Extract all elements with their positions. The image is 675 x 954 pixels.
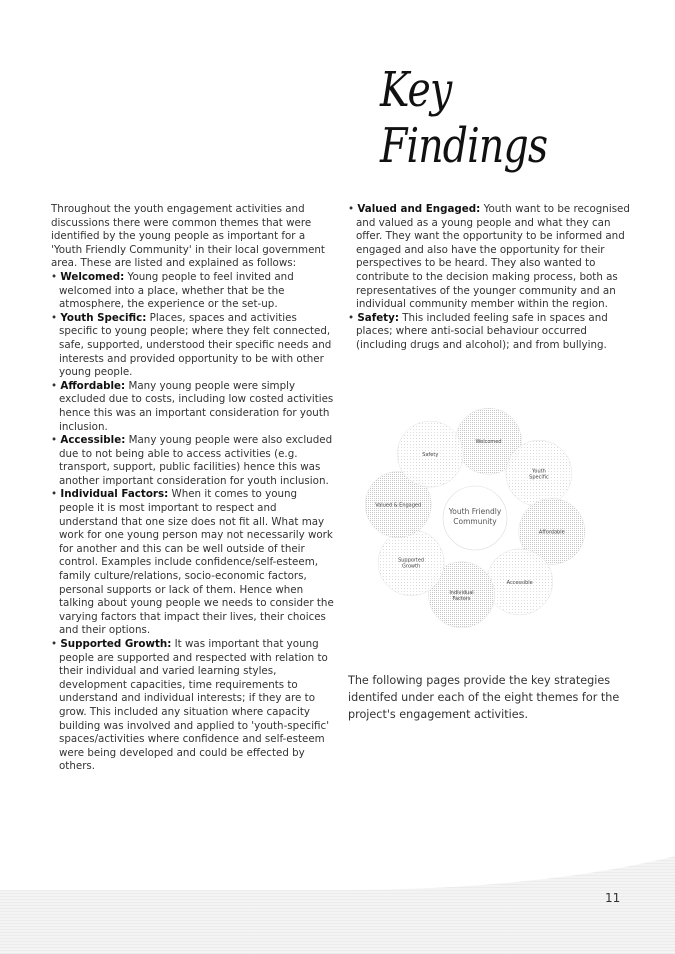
closing-paragraph: The following pages provide the key strategies identifed under each of the eight themes for the project's engagement activities.	[348, 674, 620, 721]
diagram-node-label: Specific	[529, 474, 549, 481]
left-column	[51, 203, 334, 774]
theme-term: Individual Factors:	[60, 488, 169, 501]
theme-term: Youth Specific:	[60, 311, 147, 324]
theme-term: Supported Growth:	[60, 638, 172, 650]
theme-text: This included feeling safe in spaces and places; where anti-social behaviour occurred (including drugs and alcohol); and from bullying.	[356, 311, 608, 351]
theme-item: • Supported Growth: It was important that young people are supported and respected with relation to their individual and varied learning styles, development capacities, time requirements to understand and individual interests; if they are to grow. This included any situation where capacity building was involved and applied to 'youth-specific' spaces/activities where confidence and self-esteem were being developed and could be effected by others.	[51, 638, 330, 773]
diagram-node-label: Affordable	[538, 529, 565, 536]
diagram-node-label: Individual	[449, 589, 474, 596]
theme-item: • Valued and Engaged: Youth want to be recognised and valued as a young people and what they can offer. They want the opportunity to be informed and engaged and also have the opportunity for their perspectives to be heard. They also wanted to contribute to the decision making process, both as representatives of the younger community and an individual community member within the region.	[348, 203, 630, 311]
diagram-node-label: Factors	[452, 595, 471, 602]
themes-diagram	[368, 408, 598, 644]
theme-text: When it comes to young people it is most important to respect and understand that one size does not fit all. What may work for one young person may not necessarily work for another and this can be well outside of their control. Examples include confidence/self-esteem, family culture/relations, socio-economic factors, personal supports or lack of them. Hence when talking about young people we needs to consider the varying factors that impact their lives, their choices and their options.	[59, 488, 334, 637]
theme-text: It was important that young people are supported and respected with relation to their individual and varied learning styles, development capacities, time requirements to understand and individual interests; if they are to grow. This included any situation where capacity building was involved and applied to 'youth-specific' spaces/activities where confidence and self-esteem were being developed and could be effected by others.	[59, 638, 330, 773]
themes-diagram-svg	[368, 408, 598, 644]
diagram-node-label: Accessible	[506, 579, 533, 586]
theme-item: • Safety: This included feeling safe in spaces and places; where anti-social behaviour occurred (including drugs and alcohol); and from bullying.	[348, 311, 608, 351]
diagram-node-label: Safety	[422, 452, 439, 459]
diagram-node-label: Supported	[398, 557, 425, 564]
page-title: Key Findings	[380, 62, 548, 174]
theme-term: Welcomed:	[60, 270, 125, 283]
theme-term: Safety:	[357, 311, 399, 324]
diagram-node-label: Growth	[402, 563, 421, 570]
theme-text: Youth want to be recognised and valued as a young people and what they can offer. They want the opportunity to be informed and engaged and also have the opportunity for their perspectives to be heard. They also wanted to contribute to the decision making process, both as representatives of the younger community and an individual community member within the region.	[356, 203, 630, 311]
theme-item: • Accessible: Many young people were also excluded due to not being able to access activities (e.g. transport, support, public facilities) hence this was another important consideration for youth inclusion.	[51, 434, 333, 487]
right-column	[348, 203, 634, 353]
diagram-node-label: Youth	[532, 468, 546, 475]
theme-text: Places, spaces and activities specific to young people; where they felt connected, safe, supported, understood their specific needs and interests and provided opportunity to be with other young people.	[59, 311, 332, 379]
diagram-node-label: Valued & Engaged	[375, 502, 422, 509]
theme-term: Valued and Engaged:	[357, 203, 481, 215]
intro-paragraph: Throughout the youth engagement activities and discussions there were common themes that were identified by the young people as important for a 'Youth Friendly Community' in their local government area. These are listed and explained as follows:	[51, 203, 325, 270]
page-number: 11	[605, 891, 621, 905]
theme-text: Young people to feel invited and welcomed into a place, whether that be the atmosphere, the experience or the set-up.	[59, 270, 294, 311]
theme-item: • Welcomed: Young people to feel invited and welcomed into a place, whether that be the atmosphere, the experience or the set-up.	[51, 270, 294, 311]
theme-text: Many young people were also excluded due to not being able to access activities (e.g. transport, support, public facilities) hence this was another important consideration for youth inclusion.	[59, 434, 333, 487]
theme-item: • Individual Factors: When it comes to young people it is most important to respect and understand that one size does not fit all. What may work for one young person may not necessarily work for another and this can be well outside of their control. Examples include confidence/self-esteem, family culture/relations, socio-economic factors, personal supports or lack of them. Hence when talking about young people we needs to consider the varying factors that impact their lives, their choices and their options.	[51, 488, 334, 637]
theme-term: Accessible:	[60, 434, 126, 447]
diagram-node-label: Welcomed	[475, 439, 502, 446]
diagram-center-line-1: Youth Friendly	[448, 507, 502, 516]
theme-item: • Youth Specific: Places, spaces and activities specific to young people; where they felt connected, safe, supported, understood their specific needs and interests and provided opportunity to be with other young people.	[51, 311, 332, 379]
diagram-center-line-2: Community	[453, 517, 497, 526]
theme-term: Affordable:	[60, 379, 126, 392]
theme-text: Many young people were simply excluded due to costs, including low costed activities hence this was an important consideration for youth inclusion.	[59, 379, 334, 433]
theme-item: • Affordable: Many young people were simply excluded due to costs, including low costed activities hence this was an important consideration for youth inclusion.	[51, 379, 334, 433]
left-theme-list	[51, 271, 334, 774]
